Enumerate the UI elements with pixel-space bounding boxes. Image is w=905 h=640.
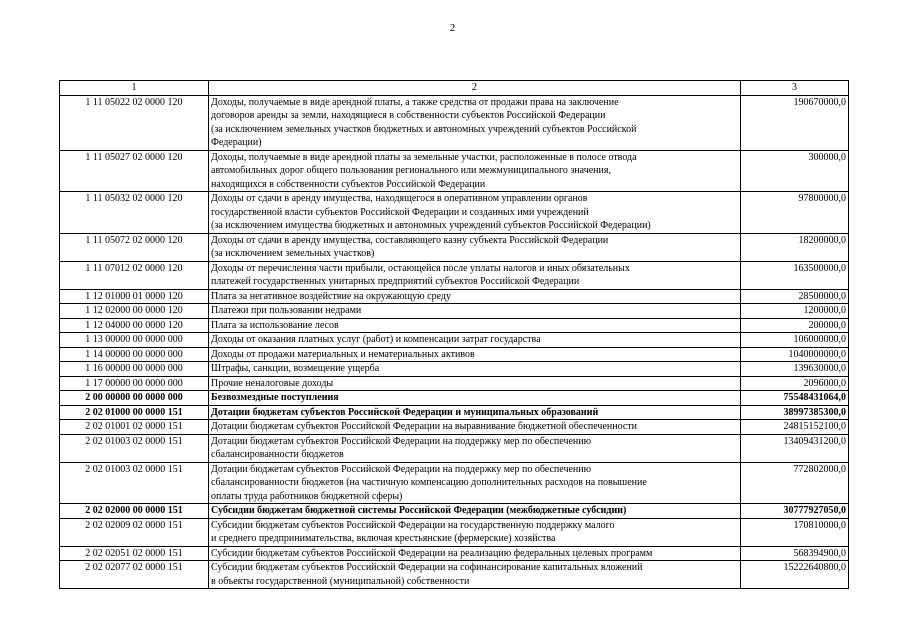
budget-code-cell: 1 12 04000 00 0000 120 (60, 318, 209, 333)
revenue-name-cell (209, 561, 741, 589)
revenue-name-line: Дотации бюджетам субъектов Российской Федерации на поддержку мер по обеспечению (211, 463, 592, 475)
budget-code-cell: 1 11 07012 02 0000 120 (60, 261, 209, 289)
budget-code-cell: 2 02 01003 02 0000 151 (60, 434, 209, 462)
budget-code-cell: 2 02 02000 00 0000 151 (60, 504, 209, 519)
amount-cell: 24815152100,0 (741, 420, 849, 435)
revenue-name-cell (209, 233, 741, 261)
revenue-name-cell (209, 347, 741, 362)
budget-code-cell: 2 02 02009 02 0000 151 (60, 518, 209, 546)
revenue-name-cell (209, 420, 741, 435)
revenue-name-line: автомобильных дорог общего пользования регионального или межмуниципального значения, (211, 165, 611, 176)
budget-code-cell: 2 02 02051 02 0000 151 (60, 546, 209, 561)
revenue-name-line: (за исключением имущества бюджетных и автономных учреждений субъектов Российской Федерации) (211, 220, 651, 231)
table-row (60, 95, 849, 150)
table-row (60, 462, 849, 504)
revenue-name-line: оплаты труда работников бюджетной сферы) (211, 490, 403, 502)
budget-code-cell: 1 17 00000 00 0000 000 (60, 376, 209, 391)
budget-code-cell: 1 12 01000 01 0000 120 (60, 289, 209, 304)
revenue-name-line: Дотации бюджетам субъектов Российской Федерации и муниципальных образований (211, 406, 599, 418)
amount-cell: 30777927050,0 (741, 504, 849, 519)
table-row (60, 561, 849, 589)
budget-code-cell: 1 11 05032 02 0000 120 (60, 192, 209, 234)
revenue-name-line: (за исключением земельных участков бюджетных и автономных учреждений субъектов Российской (211, 123, 637, 135)
revenue-name-cell (209, 362, 741, 377)
table-row (60, 405, 849, 420)
budget-code-cell: 1 16 00000 00 0000 000 (60, 362, 209, 377)
header-amount: 3 (741, 81, 849, 96)
revenue-name-line: Плата за использование лесов (211, 319, 339, 331)
header-name: 2 (209, 81, 741, 96)
table-row (60, 546, 849, 561)
table-header-row (60, 81, 849, 96)
revenue-name-line: Доходы от сдачи в аренду имущества, составляющего казну субъекта Российской Федерации (211, 234, 609, 246)
table-row (60, 434, 849, 462)
budget-code-cell: 1 14 00000 00 0000 000 (60, 347, 209, 362)
table-row (60, 391, 849, 406)
revenue-name-cell (209, 95, 741, 150)
revenue-name-line: Доходы от продажи материальных и нематериальных активов (211, 348, 475, 360)
revenue-name-line: Прочие неналоговые доходы (211, 377, 334, 389)
amount-cell: 170810000,0 (741, 518, 849, 546)
revenue-name-cell (209, 504, 741, 519)
amount-cell: 75548431064,0 (741, 391, 849, 406)
revenue-name-line: государственной власти субъектов Российской Федерации и созданных ими учреждений (211, 206, 589, 218)
table-row (60, 289, 849, 304)
budget-code-cell: 2 02 01001 02 0000 151 (60, 420, 209, 435)
table-row (60, 504, 849, 519)
amount-cell: 18200000,0 (741, 233, 849, 261)
budget-code-cell: 2 02 02077 02 0000 151 (60, 561, 209, 589)
revenue-name-line: Плата за негативное воздействие на окружающую среду (211, 290, 451, 302)
amount-cell: 106000000,0 (741, 333, 849, 348)
revenue-name-line: и среднего предпринимательства, включая крестьянские (фермерские) хозяйства (211, 533, 556, 544)
table-body (60, 95, 849, 589)
budget-code-cell: 2 02 01000 00 0000 151 (60, 405, 209, 420)
amount-cell: 1200000,0 (741, 304, 849, 319)
revenue-name-line: Дотации бюджетам субъектов Российской Федерации на выравнивание бюджетной обеспеченности (211, 421, 638, 432)
revenue-name-line: Субсидии бюджетам субъектов Российской Федерации на софинансирование капитальных вложений (211, 562, 643, 573)
page-number: 2 (449, 22, 456, 34)
revenue-name-cell (209, 192, 741, 234)
revenue-name-line: в объекты государственной (муниципальной) собственности (211, 575, 470, 587)
revenue-name-line: Доходы от оказания платных услуг (работ) и компенсации затрат государства (211, 334, 541, 345)
budget-code-cell: 2 00 00000 00 0000 000 (60, 391, 209, 406)
revenue-name-line: Субсидии бюджетам субъектов Российской Федерации на государственную поддержку малого (211, 519, 615, 531)
revenue-name-cell (209, 261, 741, 289)
table-row (60, 304, 849, 319)
revenue-name-line: Субсидии бюджетам бюджетной системы Российской Федерации (межбюджетные субсидии) (211, 505, 627, 516)
amount-cell: 1040000000,0 (741, 347, 849, 362)
revenue-name-line: Штрафы, санкции, возмещение ущерба (211, 363, 380, 374)
budget-code-cell: 1 11 05027 02 0000 120 (60, 150, 209, 192)
table-row (60, 333, 849, 348)
amount-cell: 97800000,0 (741, 192, 849, 234)
budget-code-cell: 2 02 01003 02 0000 151 (60, 462, 209, 504)
budget-code-cell: 1 12 02000 00 0000 120 (60, 304, 209, 319)
revenue-name-cell (209, 376, 741, 391)
table-row (60, 318, 849, 333)
revenue-name-cell (209, 518, 741, 546)
table-row (60, 376, 849, 391)
amount-cell: 568394900,0 (741, 546, 849, 561)
revenue-name-line: договоров аренды за земли, находящиеся в собственности субъектов Российской Федерации (211, 110, 606, 121)
table-row (60, 362, 849, 377)
revenue-name-cell (209, 434, 741, 462)
amount-cell: 190670000,0 (741, 95, 849, 150)
revenue-name-line: Доходы от перечисления части прибыли, остающейся после уплаты налогов и иных обязательных (211, 262, 630, 274)
revenue-name-cell (209, 150, 741, 192)
revenue-name-line: сбалансированности бюджетов (на частичную компенсацию дополнительных расходов на повышение (211, 477, 647, 488)
table-row (60, 347, 849, 362)
revenue-name-line: платежей государственных унитарных предприятий субъектов Российской Федерации (211, 276, 580, 287)
revenue-name-line: Федерации) (211, 137, 262, 148)
revenue-name-line: Безвозмездные поступления (211, 392, 339, 403)
budget-code-cell: 1 11 05022 02 0000 120 (60, 95, 209, 150)
budget-revenue-table (59, 80, 849, 589)
revenue-name-cell (209, 391, 741, 406)
revenue-name-cell (209, 405, 741, 420)
revenue-name-cell (209, 546, 741, 561)
amount-cell: 13409431200,0 (741, 434, 849, 462)
revenue-name-line: Платежи при пользовании недрами (211, 305, 362, 316)
revenue-name-cell (209, 304, 741, 319)
table-row (60, 261, 849, 289)
table-row (60, 233, 849, 261)
amount-cell: 38997385300,0 (741, 405, 849, 420)
amount-cell: 772802000,0 (741, 462, 849, 504)
amount-cell: 163500000,0 (741, 261, 849, 289)
amount-cell: 2096000,0 (741, 376, 849, 391)
table-row (60, 518, 849, 546)
revenue-name-line: сбалансированности бюджетов (211, 449, 344, 460)
revenue-name-line: Доходы, получаемые в виде арендной платы за земельные участки, расположенные в полосе отвода (211, 151, 637, 163)
amount-cell: 28500000,0 (741, 289, 849, 304)
budget-code-cell: 1 11 05072 02 0000 120 (60, 233, 209, 261)
table-row (60, 150, 849, 192)
amount-cell: 200000,0 (741, 318, 849, 333)
revenue-name-line: Субсидии бюджетам субъектов Российской Федерации на реализацию федеральных целевых программ (211, 547, 653, 559)
amount-cell: 300000,0 (741, 150, 849, 192)
revenue-name-cell (209, 318, 741, 333)
revenue-name-cell (209, 462, 741, 504)
revenue-name-cell (209, 289, 741, 304)
amount-cell: 139630000,0 (741, 362, 849, 377)
revenue-name-line: Доходы от сдачи в аренду имущества, находящегося в оперативном управлении органов (211, 193, 588, 204)
revenue-name-line: находящихся в собственности субъектов Российской Федерации (211, 178, 486, 190)
revenue-name-line: Доходы, получаемые в виде арендной платы, а также средства от продажи права на заключение (211, 96, 619, 108)
revenue-name-line: (за исключением земельных участков) (211, 248, 375, 259)
revenue-name-cell (209, 333, 741, 348)
budget-code-cell: 1 13 00000 00 0000 000 (60, 333, 209, 348)
table-row (60, 420, 849, 435)
table-row (60, 192, 849, 234)
header-code: 1 (60, 81, 209, 96)
revenue-name-line: Дотации бюджетам субъектов Российской Федерации на поддержку мер по обеспечению (211, 435, 592, 447)
amount-cell: 15222640800,0 (741, 561, 849, 589)
